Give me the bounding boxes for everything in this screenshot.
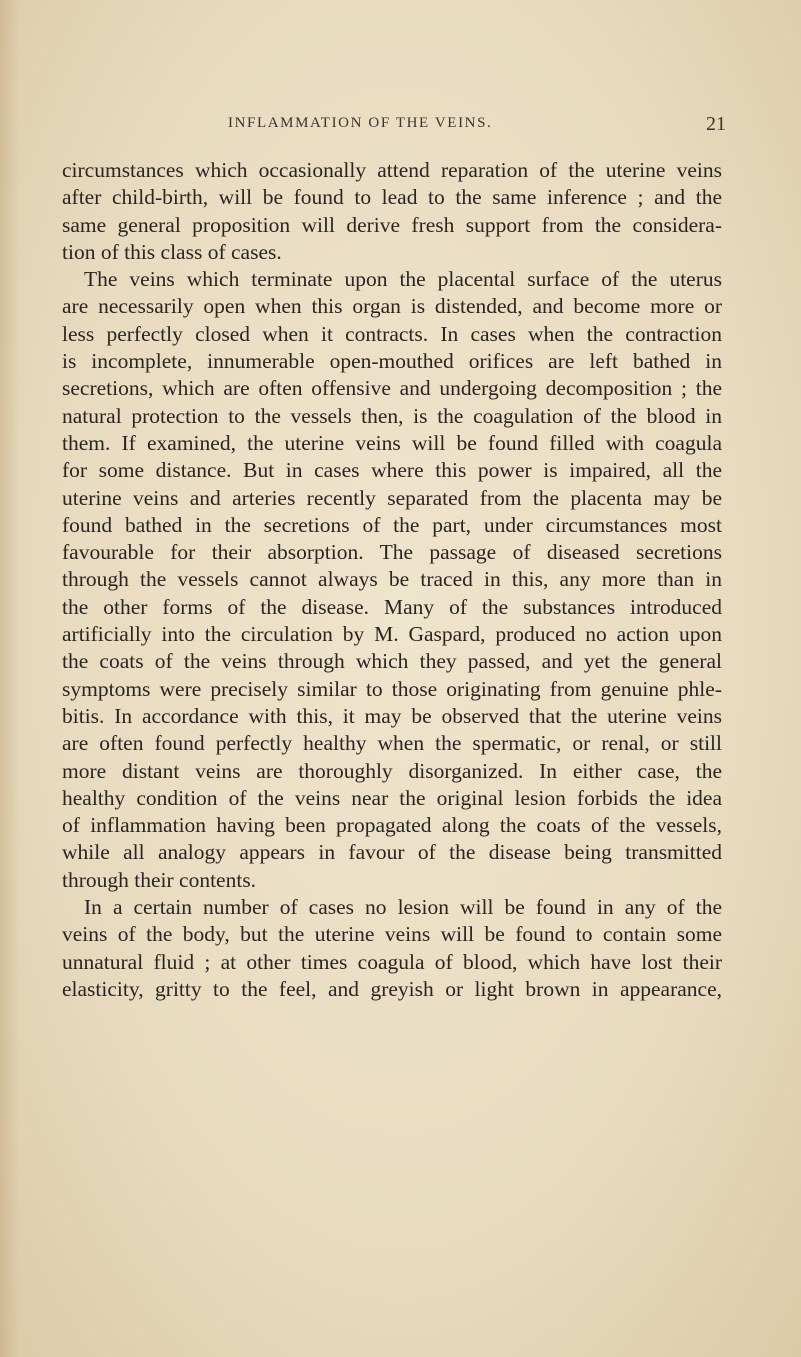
page-number: 21 — [706, 113, 726, 135]
body-text — [62, 157, 722, 1003]
text-line: is incomplete, innumerable open-mouthed orifices are left bathed in — [62, 349, 722, 374]
text-line: through the vessels cannot always be traced in this, any more than in — [62, 567, 722, 592]
text-line: are often found perfectly healthy when the spermatic, or renal, or still — [62, 731, 722, 756]
text-line: artificially into the circulation by M. Gaspard, produced no action upon — [62, 622, 722, 647]
text-line: natural protection to the vessels then, is the coagulation of the blood in — [62, 403, 722, 428]
running-title: INFLAMMATION OF THE VEINS. — [228, 115, 493, 131]
text-line: while all analogy appears in favour of the disease being transmitted — [62, 840, 722, 865]
text-line: unnatural fluid ; at other times coagula of blood, which have lost their — [62, 949, 722, 974]
text-line: secretions, which are often offensive and undergoing decomposition ; the — [62, 376, 722, 401]
page-gutter-shadow — [0, 0, 20, 1357]
text-line: the coats of the veins through which they passed, and yet the general — [62, 649, 722, 674]
text-line: tion of this class of cases. — [62, 239, 282, 264]
paragraph-start-line: In a certain number of cases no lesion will be found in any of the — [84, 895, 722, 920]
running-head — [0, 115, 801, 137]
text-line: uterine veins and arteries recently separated from the placenta may be — [62, 485, 722, 510]
paragraph-start-line: The veins which terminate upon the placental surface of the uterus — [84, 267, 722, 292]
text-line: less perfectly closed when it contracts. In cases when the contraction — [62, 321, 722, 346]
text-line: circumstances which occasionally attend reparation of the uterine veins — [62, 158, 722, 182]
text-line: healthy condition of the veins near the original lesion forbids the idea — [62, 785, 722, 810]
text-line: them. If examined, the uterine veins will be found filled with coagula — [62, 430, 722, 455]
text-line: after child-birth, will be found to lead to the same inference ; and the — [62, 185, 722, 210]
text-line: through their contents. — [62, 867, 257, 892]
text-line: found bathed in the secretions of the part, under circumstances most — [62, 512, 722, 537]
text-line: veins of the body, but the uterine veins will be found to contain some — [62, 922, 722, 947]
text-line: the other forms of the disease. Many of the substances introduced — [62, 594, 722, 619]
text-line: same general proposition will derive fresh support from the considera- — [62, 212, 722, 237]
text-line: favourable for their absorption. The passage of diseased secretions — [62, 540, 722, 565]
text-line: symptoms were precisely similar to those originating from genuine phle- — [62, 676, 722, 701]
text-line: bitis. In accordance with this, it may be observed that the uterine veins — [62, 703, 722, 728]
text-line: of inflammation having been propagated along the coats of the vessels, — [62, 813, 722, 838]
text-line: are necessarily open when this organ is distended, and become more or — [62, 294, 722, 319]
text-line: more distant veins are thoroughly disorganized. In either case, the — [62, 758, 722, 783]
text-line: elasticity, gritty to the feel, and greyish or light brown in appearance, — [62, 976, 722, 1001]
text-line: for some distance. But in cases where this power is impaired, all the — [62, 458, 722, 483]
